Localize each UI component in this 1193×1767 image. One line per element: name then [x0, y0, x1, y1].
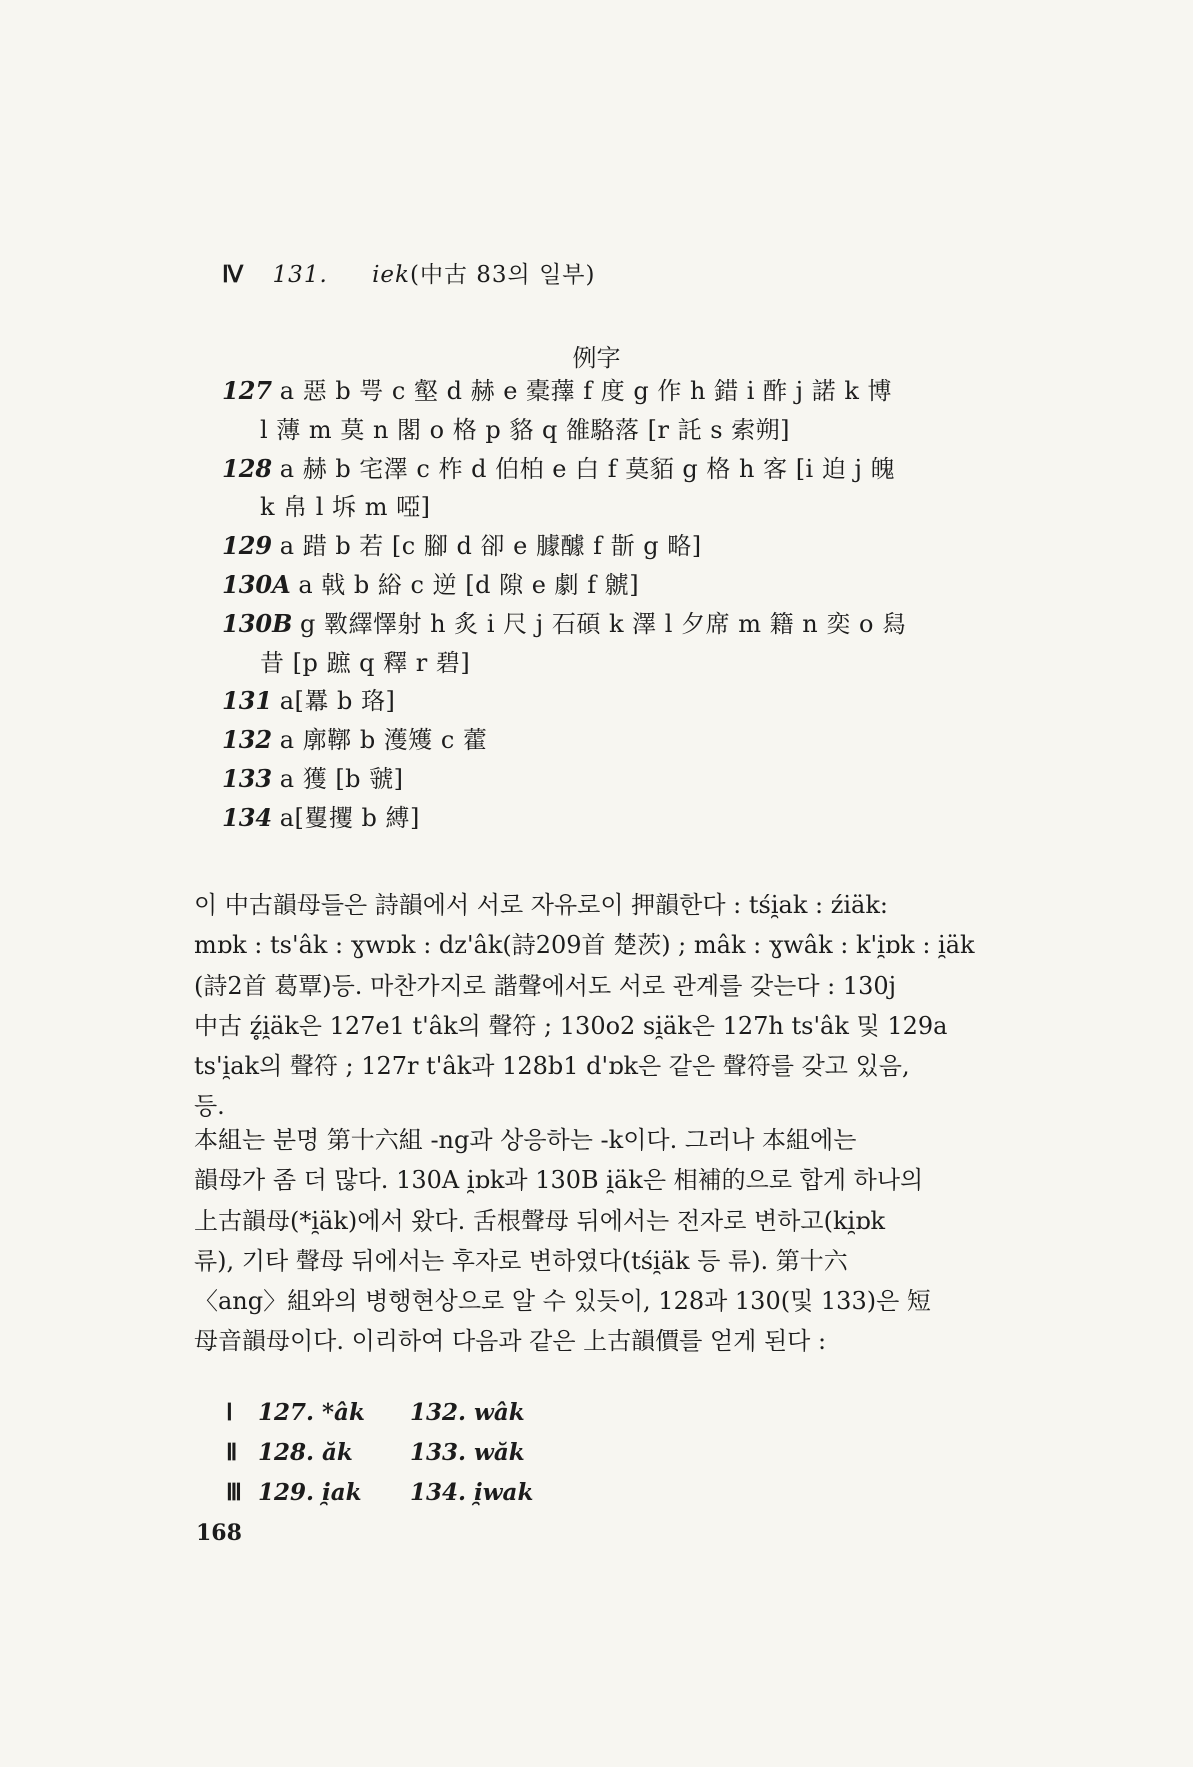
paragraph-1: [194, 885, 1012, 1127]
table-row: [226, 1393, 533, 1433]
example-line: [222, 372, 1012, 411]
example-line: [222, 605, 1012, 644]
example-text: a 赫 b 宅澤 c 柞 d 伯柏 e 白 f 莫貊 g 格 h 客 [i 迫 j 魄: [279, 454, 896, 483]
paragraph-line: 류), 기타 聲母 뒤에서는 후자로 변하였다(tśi̯äk 등 류). 第十六: [194, 1246, 848, 1275]
heading-roman-numeral: Ⅳ: [222, 262, 245, 287]
table-row: [226, 1433, 533, 1473]
rhyme-value-table: [226, 1393, 533, 1513]
example-text: a 廓鞹 b 濩矱 c 藿: [279, 726, 488, 755]
paragraph-2: [194, 1120, 1012, 1362]
example-text: a 惡 b 咢 c 壑 d 赫 e 橐蘀 f 度 g 作 h 錯 i 酢 j 諾 k 博: [279, 377, 892, 405]
example-line: [222, 411, 1012, 450]
example-text: k 帛 l 坼 m 啞]: [260, 493, 431, 522]
example-label: 127: [222, 376, 273, 405]
paragraph-line: ts'i̯ak의 聲符 ; 127r t'âk과 128b1 d'ɒk은 같은 聲符를 갖고 있음,: [194, 1052, 910, 1081]
table-cell: 128. ăk: [258, 1439, 353, 1466]
paragraph-line: 등.: [194, 1092, 225, 1121]
example-text: a[羃 b 珞]: [279, 687, 396, 716]
example-label: 133: [222, 763, 273, 793]
example-label: 134: [222, 802, 273, 832]
paragraph-line: 上古韻母(*i̯äk)에서 왔다. 舌根聲母 뒤에서는 전자로 변하고(ki̯ɒk: [194, 1206, 886, 1235]
example-label: 130B: [222, 608, 293, 638]
paragraph-line: 〈ang〉組와의 병행현상으로 알 수 있듯이, 128과 130(및 133)은 短: [194, 1287, 931, 1316]
paragraph-line: 母音韻母이다. 이리하여 다음과 같은 上古韻價를 얻게 된다 :: [194, 1327, 827, 1356]
heading-rhyme: iek: [372, 262, 410, 288]
paragraph-line: 本組는 분명 第十六組 -ng과 상응하는 -k이다. 그러나 本組에는: [194, 1126, 857, 1154]
paragraph-line: mɒk : ts'âk : ɣwɒk : dz'âk(詩209首 楚茨) ; mâk : ɣwâk : k'i̯ɒk : i̯äk: [194, 931, 975, 960]
table-cell: 129. i̯ak: [258, 1479, 362, 1506]
section-heading: [222, 256, 595, 289]
example-text: a[矍攫 b 縛]: [279, 803, 420, 832]
example-line: [222, 566, 1012, 605]
examples-title: 例字: [572, 344, 621, 372]
table-cell: 133. wăk: [410, 1439, 525, 1466]
page-number: 168: [196, 1520, 242, 1546]
example-label: 129: [222, 531, 273, 561]
example-line: [222, 488, 1012, 527]
example-label: 131: [222, 686, 273, 716]
example-text: l 薄 m 莫 n 閣 o 格 p 貉 q 雒駱落 [r 託 s 索朔]: [260, 415, 791, 444]
heading-note: (中古 83의 일부): [409, 262, 596, 288]
example-label: 130A: [222, 569, 291, 599]
example-line: [222, 682, 1012, 721]
table-cell: 134. i̯wak: [410, 1479, 534, 1506]
paragraph-line: 韻母가 좀 더 많다. 130A i̯ɒk과 130B i̯äk은 相補的으로 합게 하나의: [194, 1166, 924, 1195]
example-text: a 戟 b 綌 c 逆 [d 隙 e 劇 f 虩]: [298, 570, 640, 599]
table-cell: 127. *âk: [258, 1399, 365, 1426]
division-numeral: Ⅱ: [226, 1440, 238, 1465]
example-text: a 踖 b 若 [c 腳 d 卻 e 臄醵 f 斮 g 略]: [279, 532, 702, 561]
example-label: 132: [222, 725, 273, 755]
paragraph-line: 中古 ź̥i̯äk은 127e1 t'âk의 聲符 ; 130o2 si̯äk은 127h ts'âk 및 129a: [194, 1011, 948, 1040]
example-line: [222, 799, 1012, 838]
example-line: [222, 721, 1012, 760]
example-text: g 斁繹懌射 h 炙 i 尺 j 石碩 k 澤 l 夕席 m 籍 n 奕 o 舄: [300, 609, 907, 638]
paragraph-line: (詩2首 葛覃)등. 마찬가지로 諧聲에서도 서로 관계를 갖는다 : 130j: [194, 971, 897, 1000]
example-line: [222, 450, 1012, 489]
example-text: 昔 [p 蹠 q 釋 r 碧]: [260, 648, 471, 677]
division-numeral: Ⅲ: [226, 1480, 242, 1505]
paragraph-line: 이 中古韻母들은 詩韻에서 서로 자유로이 押韻한다 : tśi̯ak : źiäk:: [194, 891, 888, 919]
table-row: [226, 1473, 533, 1513]
examples-list: [222, 372, 1012, 838]
example-text: a 獲 [b 虢]: [279, 764, 404, 793]
example-label: 128: [222, 453, 273, 483]
table-cell: 132. wâk: [410, 1399, 525, 1426]
division-numeral: Ⅰ: [226, 1400, 233, 1425]
example-line: [222, 644, 1012, 683]
heading-number: 131.: [272, 262, 328, 288]
example-line: [222, 760, 1012, 799]
example-line: [222, 527, 1012, 566]
